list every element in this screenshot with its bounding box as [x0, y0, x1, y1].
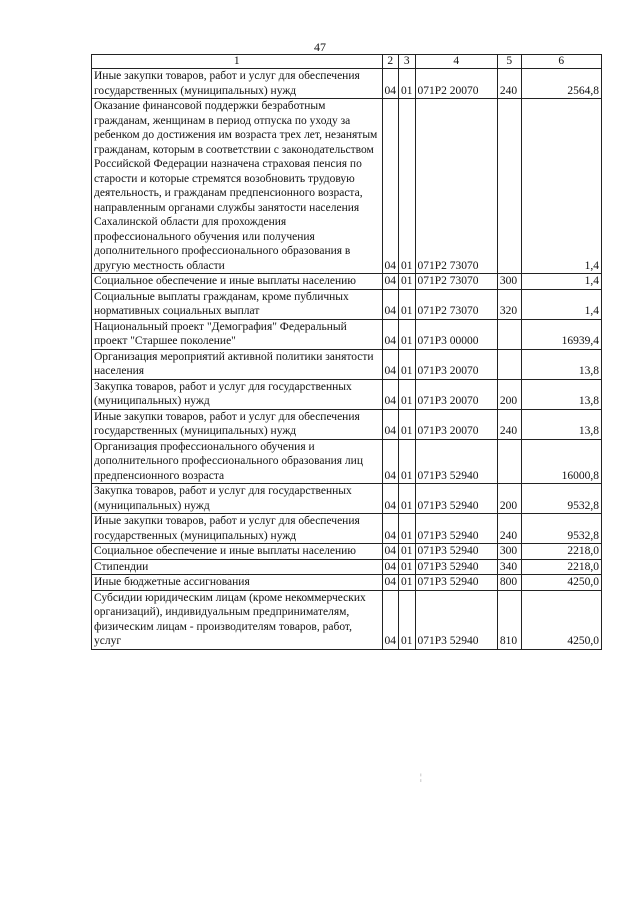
table-header — [92, 55, 602, 69]
row-name-cell: Национальный проект "Демография" Федеральный проект "Старшее поколение" — [92, 319, 383, 349]
row-name-cell: Иные бюджетные ассигнования — [92, 575, 383, 591]
header-cell-5: 5 — [497, 55, 521, 69]
row-name-cell: Оказание финансовой поддержки безработным гражданам, женщинам в период отпуска по уходу за ребенком до достижения им возраста трех лет, незанятым гражданам, которым в соответствии с законодательством Российской Федерации назначена страховая пенсия по старости и которые стремятся возобновить трудовую деятельность, и гражданам предпенсионного возраста, направленным органами службы занятости населения Сахалинской области для прохождения профессионального обучения или получения дополнительного профессионального образования в другую местность области — [92, 99, 383, 274]
row-name-cell: Социальное обеспечение и иные выплаты населению — [92, 544, 383, 560]
row-amount-cell: 4250,0 — [521, 575, 601, 591]
row-target-article-cell: 071Р2 73070 — [415, 274, 497, 290]
row-amount-cell: 2218,0 — [521, 544, 601, 560]
row-section-cell: 04 — [382, 439, 398, 484]
row-expense-type-cell: 200 — [497, 379, 521, 409]
row-subsection-cell: 01 — [399, 439, 415, 484]
row-target-article-cell: 071Р3 20070 — [415, 409, 497, 439]
row-target-article-cell: 071Р3 52940 — [415, 439, 497, 484]
table-row — [92, 484, 602, 514]
row-target-article-cell: 071Р3 52940 — [415, 514, 497, 544]
header-cell-1: 1 — [92, 55, 383, 69]
row-name-cell: Закупка товаров, работ и услуг для государственных (муниципальных) нужд — [92, 379, 383, 409]
row-subsection-cell: 01 — [399, 484, 415, 514]
row-amount-cell: 1,4 — [521, 274, 601, 290]
row-subsection-cell: 01 — [399, 319, 415, 349]
table-row — [92, 409, 602, 439]
row-name-cell: Социальное обеспечение и иные выплаты населению — [92, 274, 383, 290]
row-expense-type-cell — [497, 319, 521, 349]
row-section-cell: 04 — [382, 379, 398, 409]
row-section-cell: 04 — [382, 575, 398, 591]
row-subsection-cell: 01 — [399, 99, 415, 274]
row-amount-cell: 2564,8 — [521, 69, 601, 99]
budget-table — [91, 54, 602, 650]
row-amount-cell: 9532,8 — [521, 484, 601, 514]
page-number: 47 — [314, 40, 326, 54]
row-section-cell: 04 — [382, 319, 398, 349]
row-target-article-cell: 071Р3 20070 — [415, 379, 497, 409]
row-target-article-cell: 071Р3 52940 — [415, 544, 497, 560]
row-expense-type-cell: 810 — [497, 590, 521, 649]
row-target-article-cell: 071Р3 52940 — [415, 590, 497, 649]
row-expense-type-cell: 320 — [497, 289, 521, 319]
header-cell-6: 6 — [521, 55, 601, 69]
row-target-article-cell: 071Р3 52940 — [415, 575, 497, 591]
row-name-cell: Социальные выплаты гражданам, кроме публичных нормативных социальных выплат — [92, 289, 383, 319]
table-row — [92, 544, 602, 560]
header-cell-2: 2 — [382, 55, 398, 69]
row-expense-type-cell: 340 — [497, 559, 521, 575]
row-expense-type-cell: 240 — [497, 69, 521, 99]
row-target-article-cell: 071Р2 73070 — [415, 289, 497, 319]
row-section-cell: 04 — [382, 349, 398, 379]
row-subsection-cell: 01 — [399, 544, 415, 560]
row-subsection-cell: 01 — [399, 274, 415, 290]
row-amount-cell: 16939,4 — [521, 319, 601, 349]
row-subsection-cell: 01 — [399, 575, 415, 591]
row-amount-cell: 13,8 — [521, 379, 601, 409]
header-row — [92, 55, 602, 69]
row-subsection-cell: 01 — [399, 590, 415, 649]
table-row — [92, 514, 602, 544]
row-expense-type-cell: 800 — [497, 575, 521, 591]
row-amount-cell: 1,4 — [521, 99, 601, 274]
row-expense-type-cell: 240 — [497, 409, 521, 439]
row-expense-type-cell — [497, 349, 521, 379]
row-expense-type-cell: 240 — [497, 514, 521, 544]
row-section-cell: 04 — [382, 590, 398, 649]
table-row — [92, 274, 602, 290]
table-row — [92, 439, 602, 484]
row-subsection-cell: 01 — [399, 69, 415, 99]
row-name-cell: Организация профессионального обучения и дополнительного профессионального образования лиц предпенсионного возраста — [92, 439, 383, 484]
header-cell-4: 4 — [415, 55, 497, 69]
row-target-article-cell: 071Р3 20070 — [415, 349, 497, 379]
row-amount-cell: 2218,0 — [521, 559, 601, 575]
table-row — [92, 69, 602, 99]
row-expense-type-cell — [497, 99, 521, 274]
row-target-article-cell: 071Р2 73070 — [415, 99, 497, 274]
row-subsection-cell: 01 — [399, 559, 415, 575]
row-target-article-cell: 071Р3 52940 — [415, 559, 497, 575]
row-amount-cell: 16000,8 — [521, 439, 601, 484]
header-cell-3: 3 — [399, 55, 415, 69]
row-section-cell: 04 — [382, 409, 398, 439]
row-section-cell: 04 — [382, 484, 398, 514]
row-section-cell: 04 — [382, 289, 398, 319]
row-section-cell: 04 — [382, 514, 398, 544]
row-expense-type-cell: 300 — [497, 544, 521, 560]
row-name-cell: Иные закупки товаров, работ и услуг для обеспечения государственных (муниципальных) нужд — [92, 69, 383, 99]
table-row — [92, 349, 602, 379]
row-section-cell: 04 — [382, 99, 398, 274]
table-row — [92, 559, 602, 575]
row-name-cell: Иные закупки товаров, работ и услуг для обеспечения государственных (муниципальных) нужд — [92, 409, 383, 439]
table-row — [92, 379, 602, 409]
table-row — [92, 590, 602, 649]
table-row — [92, 575, 602, 591]
row-section-cell: 04 — [382, 544, 398, 560]
row-name-cell: Стипендии — [92, 559, 383, 575]
row-target-article-cell: 071Р3 00000 — [415, 319, 497, 349]
row-amount-cell: 1,4 — [521, 289, 601, 319]
row-expense-type-cell: 200 — [497, 484, 521, 514]
table-body — [92, 69, 602, 650]
row-section-cell: 04 — [382, 274, 398, 290]
scan-mark: ¦ — [420, 772, 422, 782]
row-amount-cell: 4250,0 — [521, 590, 601, 649]
row-amount-cell: 13,8 — [521, 349, 601, 379]
row-subsection-cell: 01 — [399, 409, 415, 439]
row-section-cell: 04 — [382, 69, 398, 99]
row-subsection-cell: 01 — [399, 379, 415, 409]
row-subsection-cell: 01 — [399, 349, 415, 379]
row-name-cell: Закупка товаров, работ и услуг для государственных (муниципальных) нужд — [92, 484, 383, 514]
table-row — [92, 319, 602, 349]
row-subsection-cell: 01 — [399, 514, 415, 544]
row-name-cell: Субсидии юридическим лицам (кроме некоммерческих организаций), индивидуальным предпринимателям, физическим лицам - производителям товаров, работ, услуг — [92, 590, 383, 649]
row-target-article-cell: 071Р2 20070 — [415, 69, 497, 99]
row-section-cell: 04 — [382, 559, 398, 575]
row-expense-type-cell: 300 — [497, 274, 521, 290]
row-expense-type-cell — [497, 439, 521, 484]
row-amount-cell: 13,8 — [521, 409, 601, 439]
table-row — [92, 289, 602, 319]
row-subsection-cell: 01 — [399, 289, 415, 319]
row-name-cell: Организация мероприятий активной политики занятости населения — [92, 349, 383, 379]
table-row — [92, 99, 602, 274]
row-target-article-cell: 071Р3 52940 — [415, 484, 497, 514]
row-name-cell: Иные закупки товаров, работ и услуг для обеспечения государственных (муниципальных) нужд — [92, 514, 383, 544]
row-amount-cell: 9532,8 — [521, 514, 601, 544]
